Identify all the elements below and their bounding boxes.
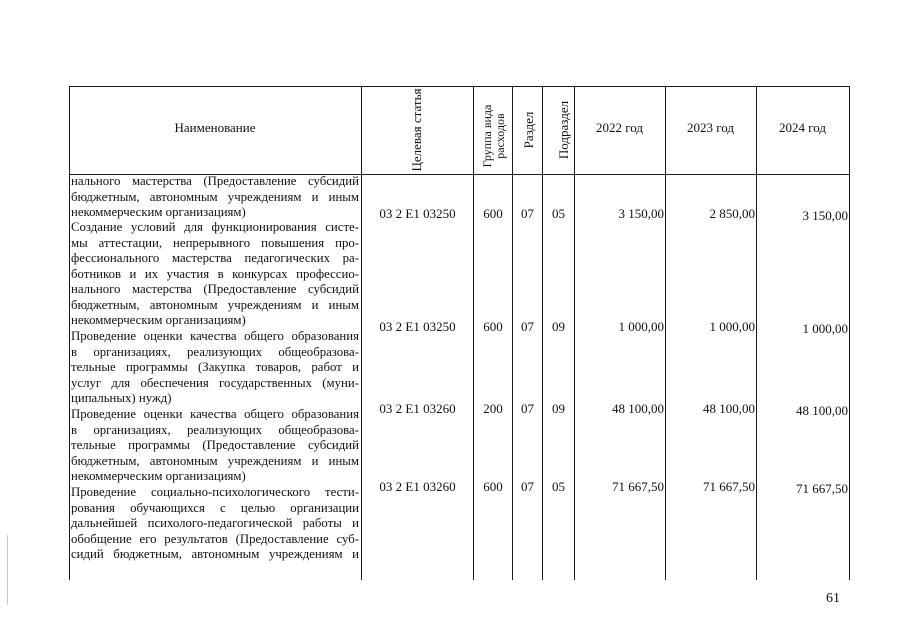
page-number: 61 [826,591,840,606]
desc-line: некоммерческим организациям) [71,469,246,483]
table-top-border [69,86,850,87]
desc-line: бюджетным, автономным учреждениям и иным [71,189,359,204]
header-section: Раздел [521,111,536,149]
row-target: 03 2 E1 03260 [379,479,456,494]
header-expense-group: Группа вида расходов [480,104,507,168]
desc-line: некоммерческим организациям) [71,313,246,327]
row-subsection: 09 [552,319,565,334]
desc-line: обобщение его результатов (Предоставление суб- [71,531,359,546]
desc-line: тельные программы (Закупка товаров, работ и [71,360,359,374]
budget-table [69,86,850,580]
row-group: 200 [483,401,503,416]
row-2022: 48 100,00 [612,401,664,416]
row-2024: 71 667,50 [796,481,848,496]
row-2022: 71 667,50 [612,479,664,494]
row-description [71,220,359,329]
header-subsection: Подраздел [556,100,571,160]
desc-line: ципальных) нужд) [71,391,172,405]
desc-line: бюджетным, автономным учреждениям и иным [71,297,359,312]
desc-line: тельные программы (Предоставление субсидий [71,438,359,452]
row-section: 07 [521,479,534,494]
desc-line: дальнейшей психолого-педагогической работы и [71,516,359,530]
desc-line: некоммерческим организациям) [71,205,246,219]
row-description [71,174,359,221]
row-subsection: 05 [552,479,565,494]
row-group: 600 [483,479,503,494]
desc-line: рования обучающихся с целью организации [71,500,359,515]
row-subsection: 05 [552,206,565,221]
row-section: 07 [521,206,534,221]
desc-line: нального мастерства (Предоставление субсидий [71,174,359,188]
row-description [71,407,359,485]
row-description [71,329,359,407]
row-description [71,485,359,563]
row-2022: 3 150,00 [618,206,664,221]
row-section: 07 [521,319,534,334]
row-target: 03 2 E1 03250 [379,319,456,334]
row-target: 03 2 E1 03260 [379,401,456,416]
desc-line: мы аттестации, непрерывного повышения про- [71,235,359,250]
row-2023: 2 850,00 [709,206,755,221]
desc-line: Проведение оценки качества общего образования [71,329,359,343]
header-name: Наименование [174,120,256,135]
desc-line: бюджетным, автономным учреждениям и иным [71,453,359,468]
desc-line: в организациях, реализующих общеобразова- [71,422,359,437]
desc-line: нального мастерства (Предоставление субсидий [71,282,359,296]
row-subsection: 09 [552,401,565,416]
desc-line: сидий бюджетным, автономным учреждениям и [71,547,359,561]
row-section: 07 [521,401,534,416]
header-2022: 2022 год [596,120,643,135]
row-2024: 1 000,00 [802,321,848,336]
row-target: 03 2 E1 03250 [379,206,456,221]
header-2023: 2023 год [687,120,734,135]
desc-line: ботников и их участия в конкурсах профессио- [71,266,359,281]
scan-margin-mark [7,535,8,605]
header-target: Целевая статья [409,88,424,172]
table-left-border [69,86,70,580]
row-2024: 3 150,00 [802,208,848,223]
row-2022: 1 000,00 [618,319,664,334]
desc-line: Проведение оценки качества общего образования [71,407,359,421]
row-group: 600 [483,206,503,221]
row-2024: 48 100,00 [796,403,848,418]
row-2023: 1 000,00 [709,319,755,334]
desc-line: Создание условий для функционирования систе- [71,220,359,234]
row-group: 600 [483,319,503,334]
desc-line: фессионального мастерства педагогических ра- [71,251,359,265]
header-2024: 2024 год [779,120,826,135]
desc-line: услуг для обеспечения государственных (муни- [71,375,359,390]
col-sep-2024 [849,86,850,580]
row-2023: 71 667,50 [703,479,755,494]
row-2023: 48 100,00 [703,401,755,416]
desc-line: Проведение социально-психологического тести- [71,485,359,499]
desc-line: в организациях, реализующих общеобразова- [71,344,359,359]
